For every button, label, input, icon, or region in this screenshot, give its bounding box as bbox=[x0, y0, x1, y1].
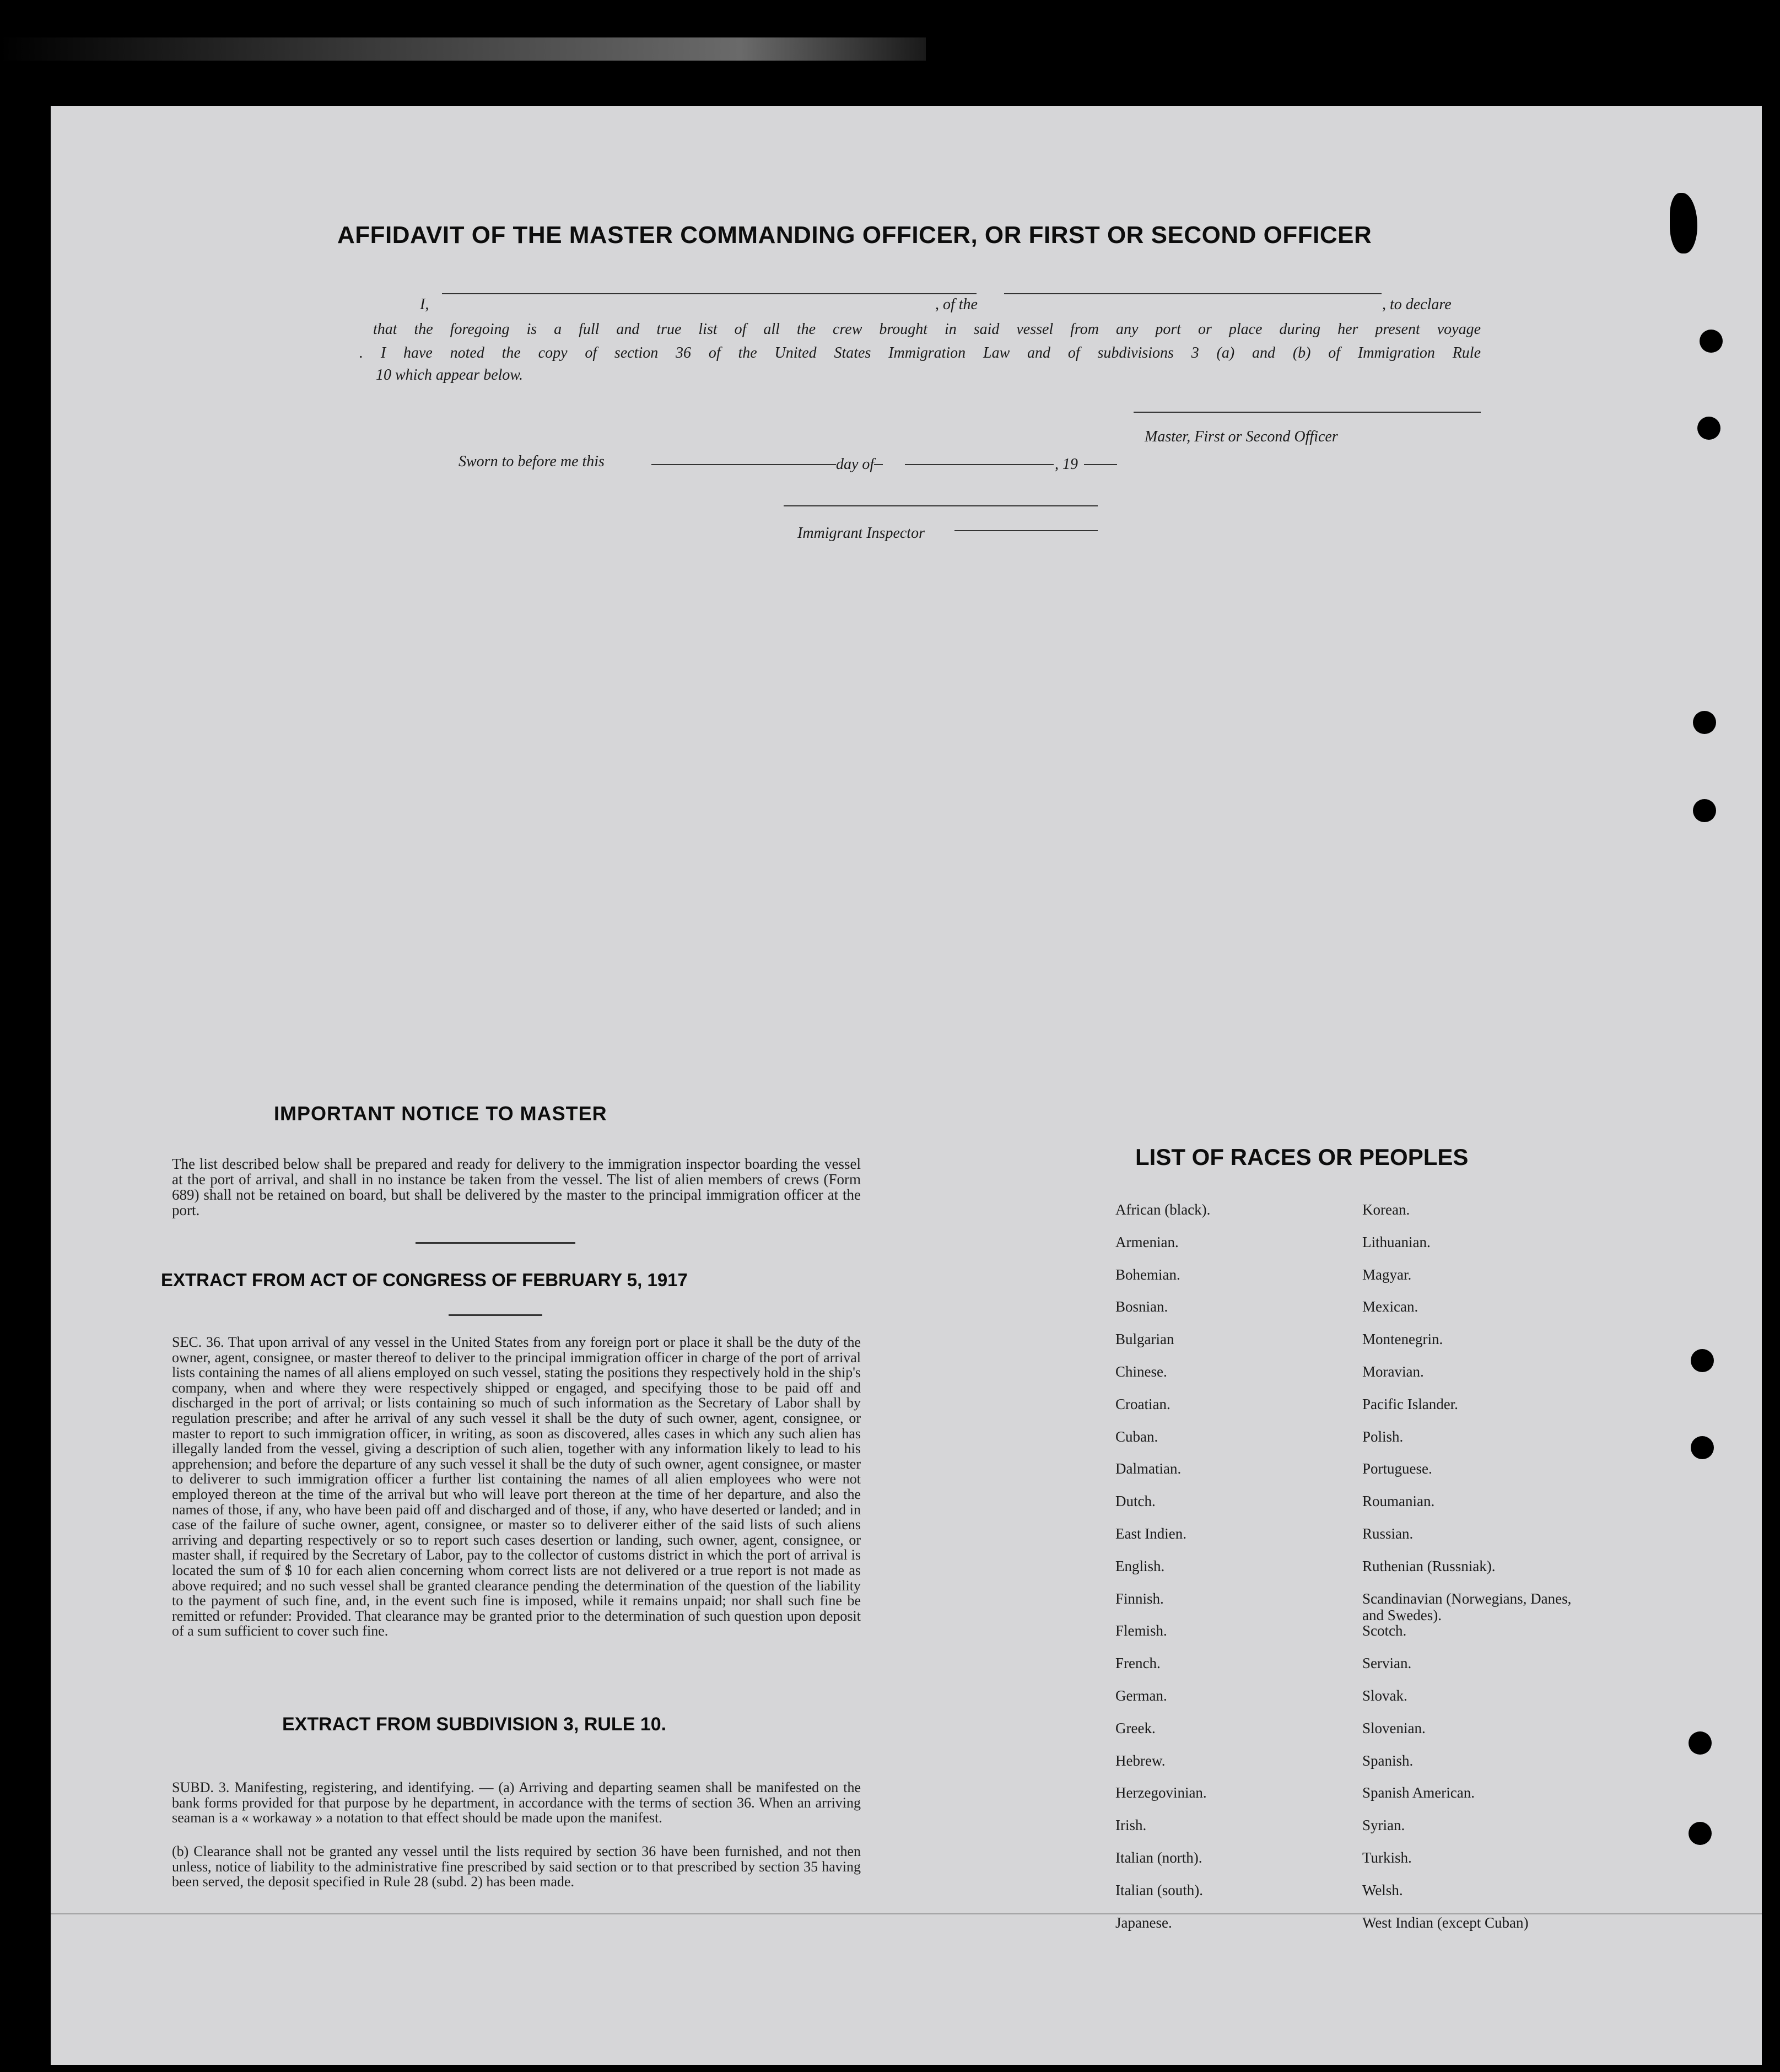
footer-rule bbox=[51, 1913, 1762, 1914]
race-item: Chinese. bbox=[1115, 1363, 1167, 1380]
race-item: Syrian. bbox=[1362, 1817, 1405, 1834]
race-item: Pacific Islander. bbox=[1362, 1395, 1458, 1412]
race-item: Russian. bbox=[1362, 1525, 1414, 1542]
sworn-label: Sworn to before me this bbox=[459, 453, 605, 470]
binder-hole bbox=[1691, 1349, 1714, 1372]
race-item: German. bbox=[1115, 1687, 1167, 1704]
binder-hole bbox=[1689, 1822, 1712, 1845]
day-of-label: day of bbox=[836, 456, 875, 473]
binder-hole bbox=[1700, 330, 1723, 353]
race-item: Bulgarian bbox=[1115, 1331, 1174, 1348]
race-item: Hebrew. bbox=[1115, 1752, 1166, 1769]
race-item: Servian. bbox=[1362, 1655, 1412, 1672]
race-item: English. bbox=[1115, 1557, 1165, 1574]
race-item: Japanese. bbox=[1115, 1914, 1172, 1931]
race-item: Scotch. bbox=[1362, 1622, 1407, 1639]
race-item: Montenegrin. bbox=[1362, 1331, 1443, 1348]
vessel-blank bbox=[1004, 293, 1382, 294]
race-item: Mexican. bbox=[1362, 1298, 1418, 1315]
rule-heading: EXTRACT FROM SUBDIVISION 3, RULE 10. bbox=[282, 1714, 667, 1735]
race-item: Flemish. bbox=[1115, 1622, 1167, 1639]
affidavit-line-2: that the foregoing is a full and true list of all the crew brought in said vessel from any port or place during her present voyage bbox=[373, 321, 1481, 338]
notice-heading: IMPORTANT NOTICE TO MASTER bbox=[274, 1102, 607, 1125]
race-item: Welsh. bbox=[1362, 1881, 1403, 1898]
race-item: Italian (south). bbox=[1115, 1881, 1203, 1898]
races-column-1 bbox=[1115, 1201, 1336, 1946]
affidavit-heading: AFFIDAVIT OF THE MASTER COMMANDING OFFICER, OR FIRST OR SECOND OFFICER bbox=[337, 222, 1372, 249]
race-item: Spanish American. bbox=[1362, 1784, 1475, 1801]
affidavit-i-label: I, bbox=[420, 296, 429, 313]
race-item: Bohemian. bbox=[1115, 1266, 1180, 1283]
race-item: Irish. bbox=[1115, 1817, 1147, 1834]
race-item: East Indien. bbox=[1115, 1525, 1186, 1542]
race-item: Dutch. bbox=[1115, 1493, 1156, 1510]
race-item: Magyar. bbox=[1362, 1266, 1412, 1283]
officer-signature-line bbox=[1134, 412, 1481, 413]
race-item: Greek. bbox=[1115, 1719, 1156, 1736]
name-blank bbox=[442, 293, 977, 294]
rule-text-b: (b) Clearance shall not be granted any vessel until the lists required by section 36 have been furnished, and not then unless, notice of liability to the administrative fine prescribed by said section or to that prescribed by section 35 having been served, the deposit specified in Rule 28 (subd. 2) has been made. bbox=[172, 1843, 861, 1890]
affidavit-line-3: . I have noted the copy of section 36 of the United States Immigration Law and of subdivisions 3 (a) and (b) of Immigration Rule bbox=[359, 344, 1481, 361]
affidavit-line-4: 10 which appear below. bbox=[376, 366, 524, 384]
act-text: SEC. 36. That upon arrival of any vessel in the United States from any foreign port or place it shall be the duty of the owner, agent, consignee, or master thereof to deliver to the principal immigration officer in charge of the port of arrival lists containing the names of all aliens employed on such vessel, stating the positions they respectively hold in the ship's company, when and where they were respectively shipped or engaged, and specifying those to be paid off and discharged in the port of arrival; or lists containing so much of such information as the Secretary of Labor shall by regulation prescribe; and after he arrival of any such vessel it shall be the duty of such owner, agent, consignee, or master to report to such immigration officer, in writing, as soon as discovered, alles cases in which any such alien has illegally landed from the vessel, giving a description of such alien, together with any information likely to lead to his apprehension; and before the departure of any such vessel it shall be the duty of such owner, agent consignee, or master to deliverer to such immigration officer a further list containing the names of all alien employees who were not employed thereon at the time of the arrival but who will leave port thereon at the time of her departure, and also the names of those, if any, who have been paid off and discharged and of those, if any, who have deserted or landed; and in case of the failure of suche owner, agent, consignee, or master so to deliverer either of the said lists of such aliens arriving and departing respectively or so to report such cases desertion or landing, such owner, agent, consignee, or master shall, if required by the Secretary of Labor, pay to the collector of customs district in which the port of arrival is located the sum of $ 10 for each alien concerning whom correct lists are not delivered or a true report is not made as above required; and no such vessel shall be granted clearance pending the determination of the question of the liability to the payment of such fine, and, in the event such fine is imposed, while it remains unpaid; nor shall such fine be remitted or refunder: Provided. That clearance may be granted prior to the determination of such question upon deposit of a sum sufficient to cover such fine. bbox=[172, 1334, 861, 1639]
race-item: Armenian. bbox=[1115, 1233, 1179, 1250]
notice-text: The list described below shall be prepared and ready for delivery to the immigration inspector boarding the vessel at the port of arrival, and shall in no instance be taken from the vessel. The list of alien members of crews (Form 689) shall not be retained on board, but shall be delivered by the master to the principal immigration officer at the port. bbox=[172, 1156, 861, 1218]
affidavit-declare-label: , to declare bbox=[1382, 296, 1452, 313]
race-item: African (black). bbox=[1115, 1201, 1211, 1218]
year-blank bbox=[1084, 464, 1117, 465]
notice-divider bbox=[416, 1242, 575, 1244]
binder-hole bbox=[1697, 417, 1720, 440]
race-item: Turkish. bbox=[1362, 1849, 1412, 1866]
races-heading: LIST OF RACES OR PEOPLES bbox=[1135, 1144, 1469, 1170]
race-item: Portuguese. bbox=[1362, 1460, 1432, 1477]
race-item: Ruthenian (Russniak). bbox=[1362, 1557, 1496, 1574]
race-item: Slovak. bbox=[1362, 1687, 1407, 1704]
race-item: Cuban. bbox=[1115, 1428, 1158, 1445]
officer-caption: Master, First or Second Officer bbox=[1145, 428, 1338, 445]
race-item: Roumanian. bbox=[1362, 1493, 1435, 1510]
act-heading: EXTRACT FROM ACT OF CONGRESS OF FEBRUARY 5, 1917 bbox=[161, 1270, 688, 1290]
race-item: Korean. bbox=[1362, 1201, 1410, 1218]
race-item: Finnish. bbox=[1115, 1590, 1164, 1607]
year-label: , 19 bbox=[1055, 456, 1078, 473]
inspector-caption: Immigrant Inspector bbox=[797, 525, 925, 542]
race-item: Spanish. bbox=[1362, 1752, 1414, 1769]
document-page bbox=[51, 106, 1762, 2065]
binder-hole bbox=[1689, 1731, 1712, 1755]
race-item: Slovenian. bbox=[1362, 1719, 1426, 1736]
race-item: Italian (north). bbox=[1115, 1849, 1202, 1866]
rule-text-a: SUBD. 3. Manifesting, registering, and identifying. — (a) Arriving and departing seamen shall be manifested on the bank forms provided for that purpose by he department, in accordance with the terms of section 36. When an arriving seaman is a « workaway » a notation to that effect should be made upon the manifest. bbox=[172, 1779, 861, 1826]
race-item: Moravian. bbox=[1362, 1363, 1424, 1380]
binder-hole bbox=[1693, 799, 1716, 822]
race-item: Herzegovinian. bbox=[1115, 1784, 1207, 1801]
inspector-blank bbox=[954, 530, 1098, 531]
race-item: West Indian (except Cuban) bbox=[1362, 1914, 1529, 1931]
inspector-signature-line bbox=[784, 505, 1098, 506]
binder-hole bbox=[1693, 711, 1716, 734]
act-divider bbox=[449, 1314, 542, 1316]
race-item: Bosnian. bbox=[1115, 1298, 1168, 1315]
race-item: Polish. bbox=[1362, 1428, 1404, 1445]
race-item: Scandinavian (Norwegians, Danes, and Swedes). bbox=[1362, 1590, 1572, 1623]
race-item: Lithuanian. bbox=[1362, 1233, 1431, 1250]
affidavit-of-the-label: , of the bbox=[935, 296, 978, 313]
race-item: French. bbox=[1115, 1655, 1161, 1672]
races-column-2 bbox=[1362, 1201, 1594, 1946]
race-item: Dalmatian. bbox=[1115, 1460, 1182, 1477]
scan-top-edge bbox=[0, 37, 926, 61]
binder-hole bbox=[1691, 1436, 1714, 1459]
month-blank bbox=[905, 464, 1054, 465]
race-item: Croatian. bbox=[1115, 1395, 1171, 1412]
